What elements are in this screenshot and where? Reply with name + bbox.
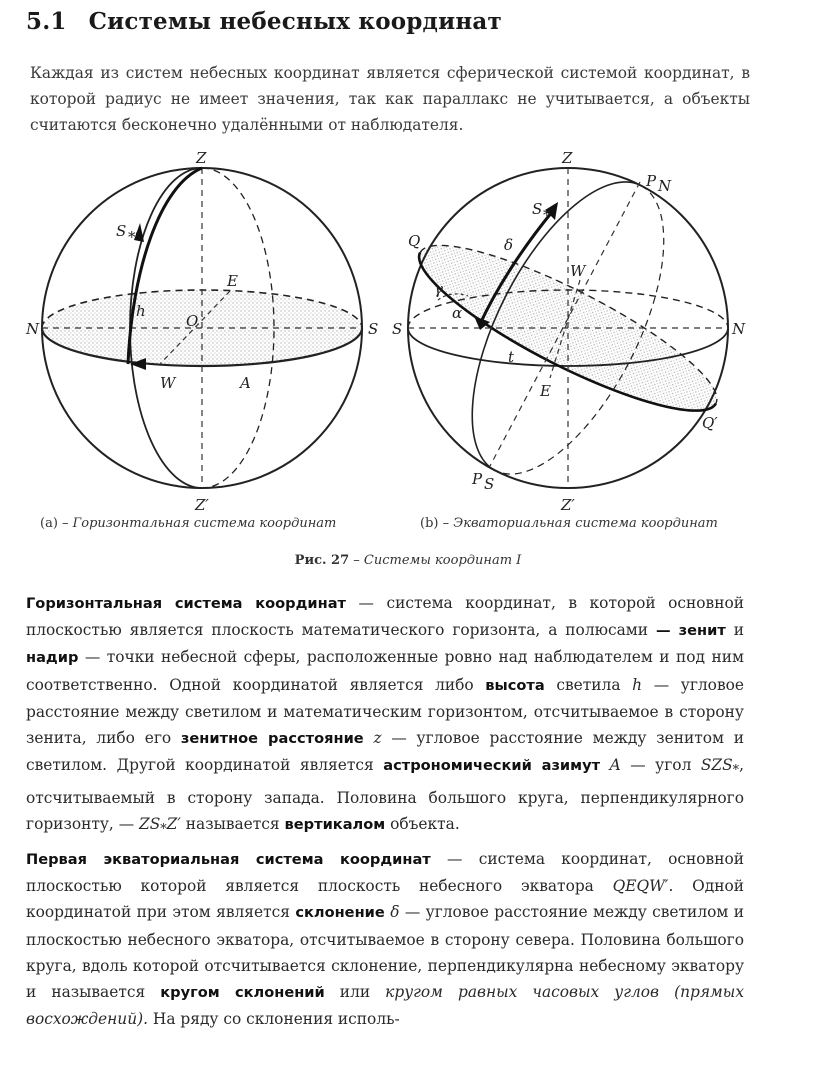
section-title: Системы небесных координат xyxy=(88,8,502,35)
star-marker xyxy=(136,231,142,237)
section-heading xyxy=(26,8,502,35)
label-east: E xyxy=(227,272,238,290)
label-equator-q: Q xyxy=(408,232,421,250)
label-east: E xyxy=(540,382,551,400)
section-number: 5.1 xyxy=(26,8,67,35)
figure-caption: Рис. 27 – Системы координат I xyxy=(294,553,522,568)
label-delta: δ xyxy=(504,236,514,254)
label-equator-qp: Q′ xyxy=(702,414,718,432)
label-gamma: γ xyxy=(434,280,443,298)
caption-figure-a: (a) – Горизонтальная система координат xyxy=(40,516,337,531)
label-alpha: α xyxy=(452,304,463,322)
label-altitude: h xyxy=(136,302,146,320)
figure-a-horizontal-sphere xyxy=(20,150,380,515)
label-star: S xyxy=(116,222,127,240)
label-south: S xyxy=(392,320,403,338)
label-star: S xyxy=(532,200,543,218)
label-nadir: Z′ xyxy=(195,496,209,514)
label-west: W xyxy=(570,262,586,280)
caption-figure-b: (b) – Экваториальная система координат xyxy=(420,516,718,531)
label-star-sub: * xyxy=(128,228,136,246)
label-zenith: Z xyxy=(196,150,207,167)
intro-paragraph: Каждая из систем небесных координат является сферической системой координат, в которой радиус не имеет значения, так как параллакс не учитывается, а объекты считаются бесконечно удалёнными от наблюдателя. xyxy=(30,64,750,134)
star-marker xyxy=(550,207,556,213)
paragraph-equatorial-system: Первая экваториальная система координат — система координат, основной плоскостью которой является плоскость небесного экватора QEQW′. Одной координатой при этом является склонение δ — угловое расстояние между светилом и плоскостью небесного экватора, отсчитываемое в сторону севера. Половина большого круга, вдоль которой отсчитывается склонение, перпендикулярна небесному экватору и называется кругом склонений или кругом равных часовых углов (прямых восхождений). На ряду со склонения исполь- xyxy=(26,850,745,1029)
label-north: N xyxy=(26,320,40,338)
label-star-sub: * xyxy=(543,206,551,224)
label-hour-angle: t xyxy=(508,348,515,366)
label-north-pole: P xyxy=(646,172,657,190)
figure-b-equatorial-sphere xyxy=(390,150,780,515)
label-azimuth: A xyxy=(240,374,251,392)
label-south-pole-sub: S xyxy=(484,475,495,493)
paragraph-horizontal-system: Горизонтальная система координат — система координат, в которой основной плоскостью является плоскость математического горизонта, а полюсами — зенит и надир — точки небесной сферы, расположенные ровно над наблюдателем и под ним соответственно. Одной координатой является либо высота светила h — угловое расстояние между светилом и математическим горизонтом, отсчитываемое в сторону зенита, либо его зенитное расстояние z — угловое расстояние между зенитом и светилом. Другой координатой является астрономический азимут A — угол $SZS_*$, отсчитываемый в сторону запада. Половина большого круга, перпендикулярного горизонту, — $ZS_*Z'$ называется вертикалом объекта. xyxy=(26,594,744,837)
label-origin: O xyxy=(186,312,199,330)
label-zenith: Z xyxy=(562,150,573,167)
label-west: W xyxy=(160,374,176,392)
label-north: N xyxy=(732,320,746,338)
label-nadir: Z′ xyxy=(561,496,575,514)
label-south-pole: P xyxy=(472,470,483,488)
label-south: S xyxy=(368,320,379,338)
label-north-pole-sub: N xyxy=(658,177,672,195)
